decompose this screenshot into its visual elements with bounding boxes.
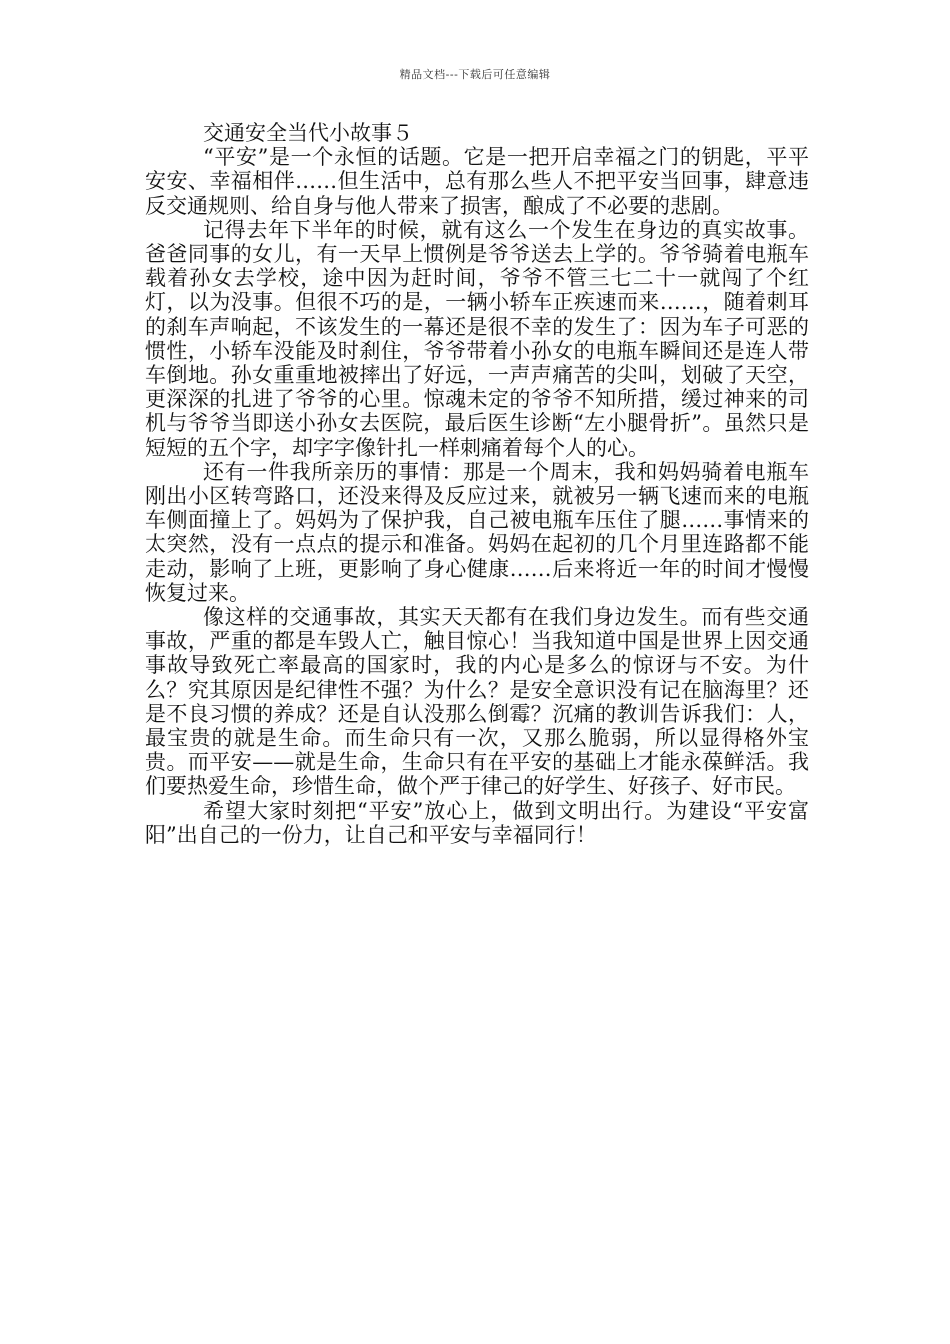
- paragraph-grandfather-story: 记得去年下半年的时候，就有这么一个发生在身边的真实故事。爸爸同事的女儿，有一天早上惯例是爷爷送去上学的。爷爷骑着电瓶车载着孙女去学校，途中因为赶时间，爷爷不管三七二十一就闯了个红灯，以为没事。但很不巧的是，一辆小轿车正疾速而来……，随着刺耳的刹车声响起，不该发生的一幕还是很不幸的发生了：因为车子可恶的惯性，小轿车没能及时刹住，爷爷带着小孙女的电瓶车瞬间还是连人带车倒地。孙女重重地被摔出了好远，一声声痛苦的尖叫，划破了天空，更深深的扎进了爷爷的心里。惊魂未定的爷爷不知所措，缓过神来的司机与爷爷当即送小孙女去医院，最后医生诊断“左小腿骨折”。虽然只是短短的五个字，却字字像针扎一样刺痛着每个人的心。: [145, 217, 809, 460]
- article-body: [145, 121, 809, 847]
- paragraph-intro: “平安”是一个永恒的话题。它是一把开启幸福之门的钥匙，平平安安、幸福相伴……但生活中，总有那么些人不把平安当回事，肆意违反交通规则、给自身与他人带来了损害，酿成了不必要的悲剧。: [145, 145, 809, 218]
- paragraph-conclusion: 希望大家时刻把“平安”放心上，做到文明出行。为建设“平安富阳”出自己的一份力，让自己和平安与幸福同行！: [145, 798, 809, 847]
- page-header: 精品文档---下载后可任意编辑: [399, 68, 551, 81]
- paragraph-mother-story: 还有一件我所亲历的事情：那是一个周末，我和妈妈骑着电瓶车刚出小区转弯路口，还没来得及反应过来，就被另一辆飞速而来的电瓶车侧面撞上了。妈妈为了保护我，自己被电瓶车压住了腿……事情来的太突然，没有一点点的提示和准备。妈妈在起初的几个月里连路都不能走动，影响了上班，更影响了身心健康……后来将近一年的时间才慢慢恢复过来。: [145, 459, 809, 605]
- article-title: 交通安全当代小故事５: [203, 121, 413, 145]
- paragraph-reflection: 像这样的交通事故，其实天天都有在我们身边发生。而有些交通事故，严重的都是车毁人亡，触目惊心！当我知道中国是世界上因交通事故导致死亡率最高的国家时，我的内心是多么的惊讶与不安。为什么？究其原因是纪律性不强？为什么？是安全意识没有记在脑海里？还是不良习惯的养成？还是自认没那么倒霉？沉痛的教训告诉我们：人，最宝贵的就是生命。而生命只有一次，又那么脆弱，所以显得格外宝贵。而平安——就是生命，生命只有在平安的基础上才能永葆鲜活。我们要热爱生命，珍惜生命，做个严于律己的好学生、好孩子、好市民。: [145, 605, 809, 799]
